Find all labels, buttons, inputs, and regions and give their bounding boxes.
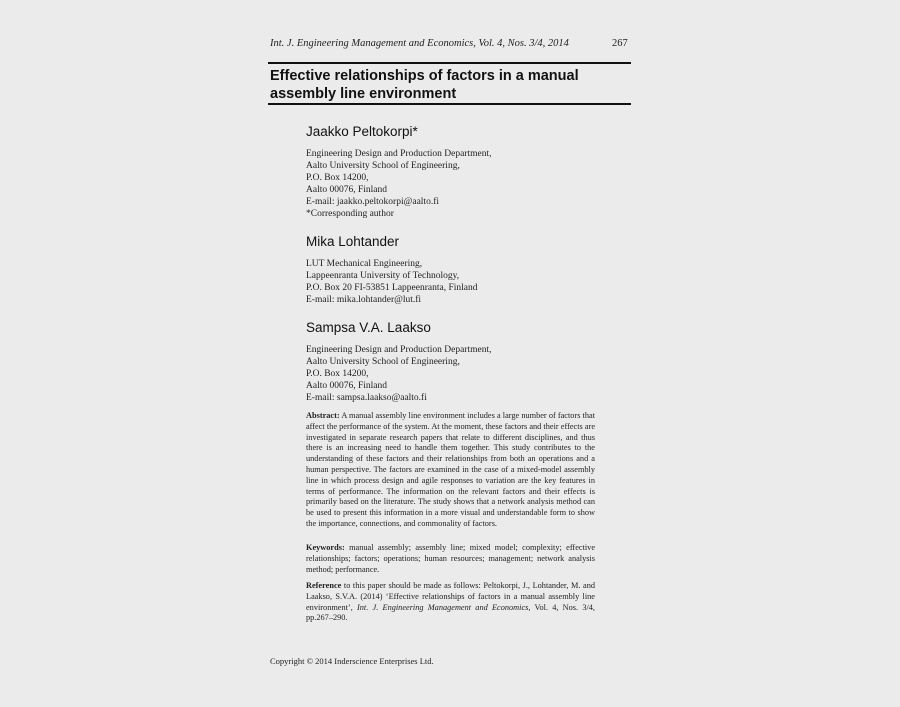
reference-label: Reference [306, 581, 342, 590]
reference-text: to this paper should be made as follows: Peltokorpi, J., Lohtander, M. and Laakso, S.V.A. (2014) ‘Effective relationships of factors in a manual assembly line environment’, [306, 581, 595, 612]
author-name: Mika Lohtander [306, 234, 400, 249]
affiliation-line: Aalto University School of Engineering, [306, 357, 460, 367]
reference-volume: , Vol. 4, Nos. 3/4, pp.267–290. [306, 602, 595, 623]
affiliation-line: Engineering Design and Production Department, [306, 345, 492, 355]
keywords-text: manual assembly; assembly line; mixed model; complexity; effective relationships; factors; operations; human resources; management; network analysis method; performance. [306, 543, 596, 574]
page-number: 267 [612, 38, 628, 49]
abstract-text: A manual assembly line environment includes a large number of factors that affect the performance of the system. At the moment, these factors and their effects are investigated in separate research papers that relate to different disciplines, and thus there is an increasing need to handle them together. This study contributes to the understanding of these factors and their relationships from both an operations and a human perspective. The factors are examined in the case of a mixed-model assembly line in which process design and agile responses to variation are the key features in terms of performance. The information on the relevant factors and their effects is primarily based on the literature. The study shows that a network analysis method can be used to present this information in a more visual and understandable form to show the importance, connections, and commonality of factors. [306, 411, 596, 528]
author-block-3 [306, 320, 606, 404]
abstract-label: Abstract: [306, 411, 340, 420]
affiliation-line: Engineering Design and Production Department, [306, 149, 492, 159]
author-block-2 [306, 234, 606, 306]
corresponding-author-note: *Corresponding author [306, 209, 394, 219]
running-head: Int. J. Engineering Management and Economics, Vol. 4, Nos. 3/4, 2014 [270, 38, 569, 49]
title-line-2: assembly line environment [270, 86, 457, 102]
title-rule-bottom [268, 103, 631, 105]
author-email: E-mail: sampsa.laakso@aalto.fi [306, 393, 427, 403]
affiliation-line: Aalto 00076, Finland [306, 185, 388, 195]
affiliation-line: LUT Mechanical Engineering, [306, 259, 423, 269]
affiliation-line: P.O. Box 20 FI-53851 Lappeenranta, Finland [306, 283, 478, 293]
affiliation-line: Lappeenranta University of Technology, [306, 271, 460, 281]
author-name: Sampsa V.A. Laakso [306, 320, 431, 335]
keywords-label: Keywords: [306, 543, 345, 552]
affiliation-line: Aalto 00076, Finland [306, 381, 388, 391]
title-line-1: Effective relationships of factors in a manual [270, 68, 579, 84]
author-name: Jaakko Peltokorpi* [306, 124, 418, 139]
reference [306, 581, 595, 624]
paper-title [270, 67, 630, 103]
affiliation-line: P.O. Box 14200, [306, 173, 369, 183]
author-block-1 [306, 124, 606, 220]
copyright-notice: Copyright © 2014 Inderscience Enterprises Ltd. [270, 656, 434, 666]
reference-journal: Int. J. Engineering Management and Economics [357, 602, 529, 612]
abstract [306, 411, 595, 530]
title-rule-top [268, 62, 631, 64]
affiliation-line: P.O. Box 14200, [306, 369, 369, 379]
author-email: E-mail: jaakko.peltokorpi@aalto.fi [306, 197, 439, 207]
affiliation-line: Aalto University School of Engineering, [306, 161, 460, 171]
keywords [306, 543, 595, 575]
author-email: E-mail: mika.lohtander@lut.fi [306, 295, 422, 305]
